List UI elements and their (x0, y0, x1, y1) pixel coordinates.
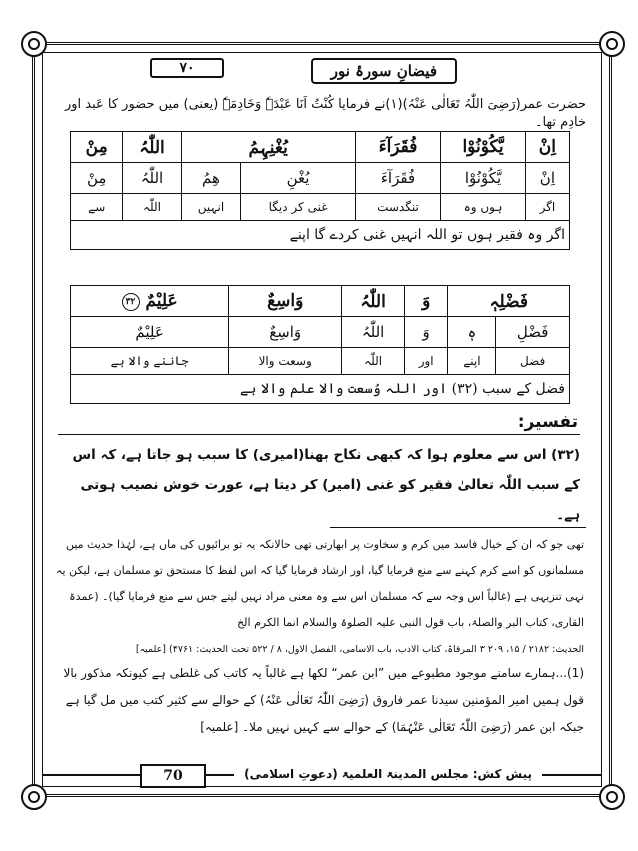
meaning-row (71, 194, 570, 221)
split-word: عَلِیْمٌ (71, 317, 229, 348)
word-split-row (71, 317, 570, 348)
corner-ornament-icon (599, 784, 625, 810)
arabic-word: وَاسِعٌ (229, 286, 342, 317)
word-meaning: انہیں (181, 194, 241, 221)
arabic-word: اللّٰہُ (123, 132, 181, 163)
word-meaning: اپنے (448, 348, 496, 375)
word-meaning: اللّٰہ (123, 194, 181, 221)
arabic-word: وَ (404, 286, 448, 317)
word-meaning: سے (71, 194, 123, 221)
word-by-word-table-2 (70, 285, 570, 404)
split-word: اللّٰہُ (123, 163, 181, 194)
word-meaning: اللّٰہ (342, 348, 405, 375)
meaning-row (71, 348, 570, 375)
tafseer-body: (۳۲) اس سے معلوم ہوا کہ کبھی نکاح بھنا(امیری) کا سبب ہو جاتا ہے، کہ اس کے سبب اللّٰہ تعالیٰ فقیر کو غنی (امیر) کر دیتا ہے، عورت خوش نصیب ہوتی ہے۔ (72, 447, 580, 523)
translation-line: فضل کے سبب (۳۲) اور اللہ وُسعت والا علم والا ہے (71, 375, 570, 404)
split-word: وَاسِعٌ (229, 317, 342, 348)
split-word: مِنْ (71, 163, 123, 194)
corner-ornament-icon (599, 31, 625, 57)
arabic-word: فَضْلِہٖ (448, 286, 570, 317)
word-by-word-table-1 (70, 131, 570, 250)
split-word: فُقَرَآءَ (355, 163, 441, 194)
arabic-row (71, 286, 570, 317)
split-word: اللّٰہُ (342, 317, 405, 348)
word-meaning: اگر (525, 194, 569, 221)
word-meaning: غنی کر دیگا (241, 194, 355, 221)
tafseer-heading: تفسیر: (517, 412, 578, 432)
word-meaning: جاننے والا ہے (71, 348, 229, 375)
word-meaning: وسعت والا (229, 348, 342, 375)
footnote-reference: الحدیث: ۲۱۸۲ / ۱۵، ۲۰۹ ۳ المرقاۃ، کتاب الادب، باب الاسامی، الفصل الاول، ۸ / ۵۲۲ تحت الحدیث: ۴۷۶۱) [علمیہ] (135, 644, 584, 655)
word-meaning: تنگدست (355, 194, 441, 221)
split-word: ہٖ (448, 317, 496, 348)
translation-row (71, 375, 570, 404)
word-meaning: اور (404, 348, 448, 375)
split-word: یَّکُوْنُوْا (441, 163, 526, 194)
word-split-row (71, 163, 570, 194)
arabic-word: مِنْ (71, 132, 123, 163)
translation-line: اگر وہ فقیر ہوں تو اللہ انہیں غنی کردے گا اپنے (71, 221, 570, 250)
split-word: یُغْنِ (241, 163, 355, 194)
split-word: اِنْ (525, 163, 569, 194)
footnote-paragraph: تھی جو کہ ان کے خیال فاسد میں کرم و سخاوت پر ابھارتی تھی حالانکہ یہ تو برائیوں کی ماں ہے، لہٰذا حدیث میں مسلمانوں کو اسے کرم کہنے سے منع فرمایا گیا، اور ارشاد فرمایا گیا کہ اس لفظ کا مستحق تو مسلمان ہے، لیکن یہ نہی تنزیہی ہے (غالباً اس وجہ سے کہ مسلمان اس سے وہ معنی مراد نہیں لیتے جس سے منع فرمایا گیا)۔ (عمدۃ القاری، کتاب البر والصلۃ، باب قول النبی علیہ الصلوۃ والسلام انما الکرم الخ (56, 538, 584, 629)
footnotes (56, 532, 584, 741)
header-page-number: ۷۰ (150, 58, 224, 78)
arabic-word: اِنْ (525, 132, 569, 163)
footnote-note: (1)...ہمارے سامنے موجود مطبوعے میں ”ابن عمر“ لکھا ہے غالباً یہ کاتب کی غلطی ہے کیونکہ مذکور بالا قول ہمیں امیر المؤمنین سیدنا عمر فاروق (رَضِیَ اللّٰہُ تَعَالٰی عَنْہُ) کے حوالے سے کثیر کتب میں مل گیا ہے جبکہ ابن عمر (رَضِیَ اللّٰہُ تَعَالٰی عَنْہُمَا) کے حوالے سے کہیں نہیں ملا۔ [علمیہ] (63, 666, 584, 734)
publisher-label: پیش کش: مجلس المدینۃ العلمیۃ (دعوتِ اسلامی) (234, 763, 542, 785)
arabic-word: فُقَرَآءَ (355, 132, 441, 163)
translation-row (71, 221, 570, 250)
page-footer (42, 764, 602, 786)
split-word: وَ (404, 317, 448, 348)
tafseer-rule (58, 434, 580, 435)
arabic-word: یُغْنِہِمُ (181, 132, 355, 163)
footnote-rule (330, 527, 586, 528)
arabic-word (71, 286, 229, 317)
arabic-word-text: عَلِیْمٌ (145, 291, 178, 311)
arabic-word: اللّٰہُ (342, 286, 405, 317)
word-meaning: فضل (496, 348, 570, 375)
corner-ornament-icon (21, 784, 47, 810)
ayah-number-marker: ۳۲ (122, 293, 140, 311)
footer-page-number: 70 (140, 764, 206, 788)
chapter-title: فیضانِ سورۂ نور (311, 58, 457, 84)
split-word: ھِمُ (181, 163, 241, 194)
word-meaning: ہوں وہ (441, 194, 526, 221)
page-header (42, 52, 602, 88)
intro-paragraph: حضرت عمر(رَضِیَ اللّٰہُ تَعَالٰی عَنْہُ)(۱)نے فرمایا کُنْتُ اَنَا عَبْدَہٗ وَخَادِمَہٗ (یعنی) میں حضور کا عَبد اور خادِم تھا۔ (64, 97, 586, 130)
arabic-word: یَّکُوْنُوْا (441, 132, 526, 163)
arabic-row (71, 132, 570, 163)
split-word: فَضْلِ (496, 317, 570, 348)
